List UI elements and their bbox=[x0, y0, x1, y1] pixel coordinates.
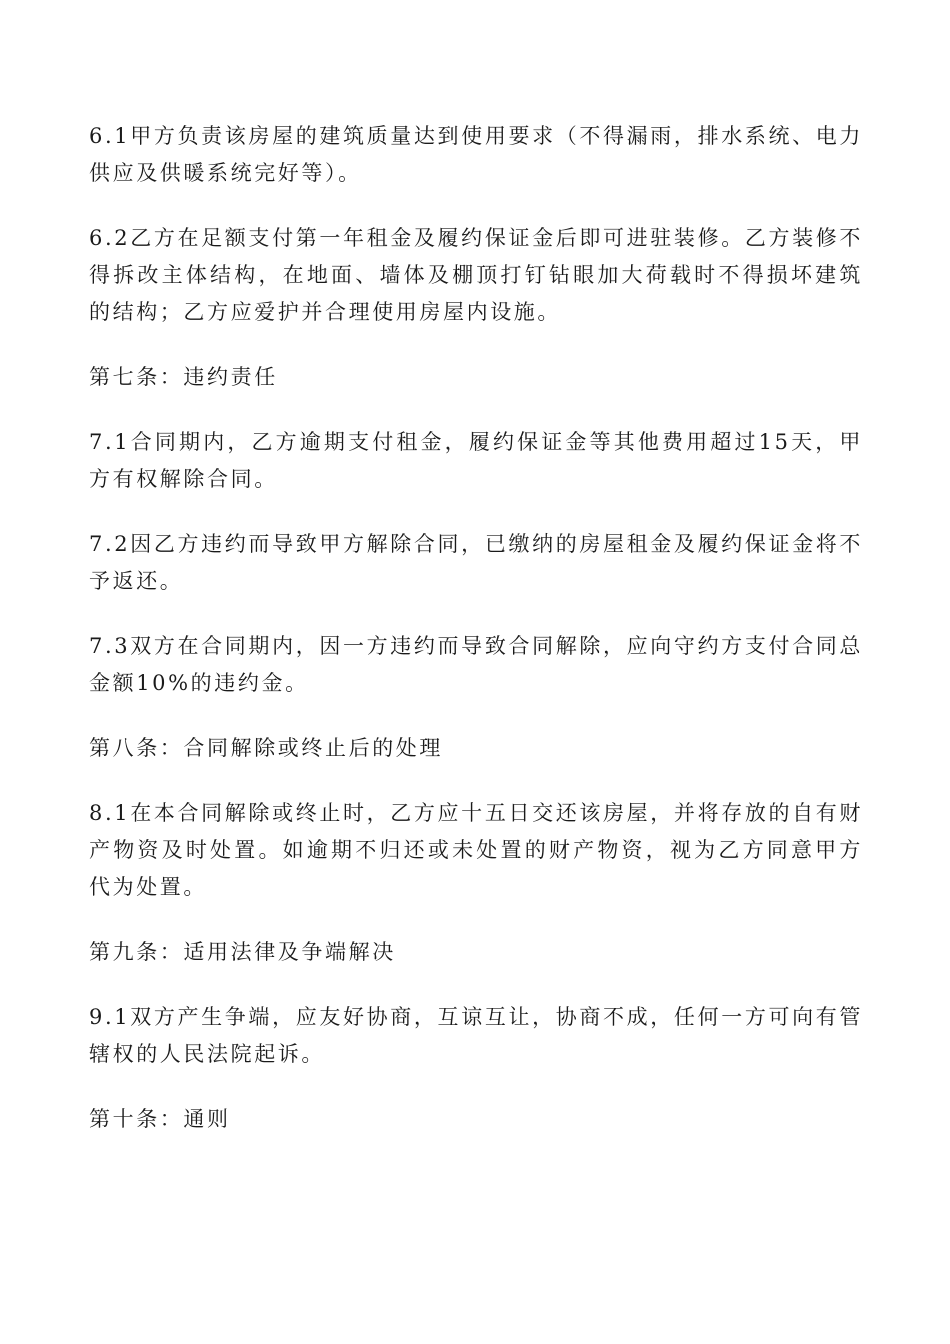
clause-8-1: 8.1在本合同解除或终止时，乙方应十五日交还该房屋，并将存放的自有财产物资及时处置。如逾期不归还或未处置的财产物资，视为乙方同意甲方代为处置。 bbox=[89, 801, 863, 899]
clause-6-2: 6.2乙方在足额支付第一年租金及履约保证金后即可进驻装修。乙方装修不得拆改主体结构，在地面、墙体及棚顶打钉钻眼加大荷载时不得损坏建筑的结构；乙方应爱护并合理使用房屋内设施。 bbox=[89, 226, 863, 324]
article-8-heading: 第八条：合同解除或终止后的处理 bbox=[89, 736, 443, 760]
clause-7-1: 7.1合同期内，乙方逾期支付租金，履约保证金等其他费用超过15天，甲方有权解除合同。 bbox=[89, 430, 863, 491]
clause-6-1: 6.1甲方负责该房屋的建筑质量达到使用要求（不得漏雨，排水系统、电力供应及供暖系统完好等）。 bbox=[89, 124, 863, 185]
article-10-heading: 第十条：通则 bbox=[89, 1107, 231, 1131]
article-9-heading: 第九条：适用法律及争端解决 bbox=[89, 940, 396, 964]
article-7-heading: 第七条：违约责任 bbox=[89, 365, 278, 389]
clause-7-2: 7.2因乙方违约而导致甲方解除合同，已缴纳的房屋租金及履约保证金将不予返还。 bbox=[89, 532, 863, 593]
clause-7-3: 7.3双方在合同期内，因一方违约而导致合同解除，应向守约方支付合同总金额10%的违约金。 bbox=[89, 634, 863, 695]
clause-9-1: 9.1双方产生争端，应友好协商，互谅互让，协商不成，任何一方可向有管辖权的人民法院起诉。 bbox=[89, 1005, 863, 1066]
document-body bbox=[89, 118, 863, 1166]
